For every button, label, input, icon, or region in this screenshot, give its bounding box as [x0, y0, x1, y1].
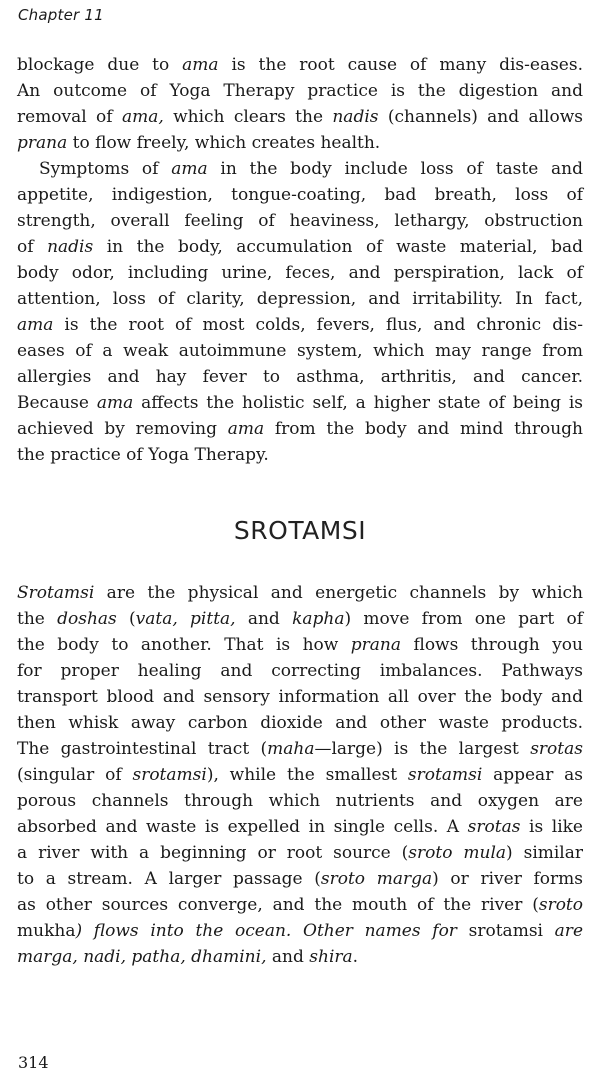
- paragraph-srotamsi: [17, 580, 583, 970]
- text-line: Because ama affects the holistic self, a higher state of being is: [17, 393, 583, 413]
- paragraph-ama-symptoms: [17, 156, 583, 468]
- text-line: An outcome of Yoga Therapy practice is the digestion and: [17, 81, 583, 101]
- text-line: prana to flow freely, which creates health.: [17, 133, 381, 153]
- text-line: a river with a beginning or root source (sroto mula) similar: [17, 843, 584, 863]
- section-heading: SROTAMSI: [233, 516, 367, 545]
- text-line: blockage due to ama is the root cause of many dis-eases.: [17, 55, 583, 75]
- text-line: the body to another. That is how prana flows through you: [17, 635, 583, 655]
- text-line: then whisk away carbon dioxide and other waste products.: [17, 713, 583, 733]
- text-line: to a stream. A larger passage (sroto marga) or river forms: [17, 869, 583, 889]
- text-line: mukha) flows into the ocean. Other names for srotamsi are: [17, 921, 583, 941]
- text-line: removal of ama, which clears the nadis (channels) and allows: [17, 107, 583, 127]
- running-head: Chapter 11: [18, 6, 104, 24]
- text-line: the practice of Yoga Therapy.: [17, 445, 269, 465]
- text-line: attention, loss of clarity, depression, and irritability. In fact,: [17, 289, 583, 309]
- text-line: Srotamsi are the physical and energetic channels by which: [17, 583, 583, 603]
- text-line: as other sources converge, and the mouth of the river (sroto: [17, 895, 583, 915]
- text-line: appetite, indigestion, tongue-coating, bad breath, loss of: [17, 185, 583, 205]
- text-line: Symptoms of ama in the body include loss of taste and: [39, 159, 584, 179]
- paragraph-continuation: [17, 52, 583, 156]
- page-number: 314: [18, 1053, 49, 1072]
- text-line: the doshas (vata, pitta, and kapha) move from one part of: [17, 609, 583, 629]
- text-line: allergies and hay fever to asthma, arthritis, and cancer.: [17, 367, 583, 387]
- text-line: of nadis in the body, accumulation of waste material, bad: [17, 237, 584, 257]
- text-line: for proper healing and correcting imbalances. Pathways: [17, 661, 583, 681]
- text-line: strength, overall feeling of heaviness, lethargy, obstruction: [17, 211, 583, 231]
- text-line: ama is the root of most colds, fevers, flus, and chronic dis-: [17, 315, 583, 335]
- text-line: marga, nadi, patha, dhamini, and shira.: [17, 947, 359, 967]
- text-line: body odor, including urine, feces, and perspiration, lack of: [17, 263, 583, 283]
- text-line: eases of a weak autoimmune system, which may range from: [17, 341, 583, 361]
- text-line: porous channels through which nutrients and oxygen are: [17, 791, 583, 811]
- text-line: The gastrointestinal tract (maha—large) is the largest srotas: [17, 739, 583, 759]
- text-line: transport blood and sensory information all over the body and: [17, 687, 583, 707]
- text-line: achieved by removing ama from the body and mind through: [17, 419, 584, 439]
- text-line: (singular of srotamsi), while the smallest srotamsi appear as: [17, 765, 584, 785]
- text-line: absorbed and waste is expelled in single cells. A srotas is like: [17, 817, 583, 837]
